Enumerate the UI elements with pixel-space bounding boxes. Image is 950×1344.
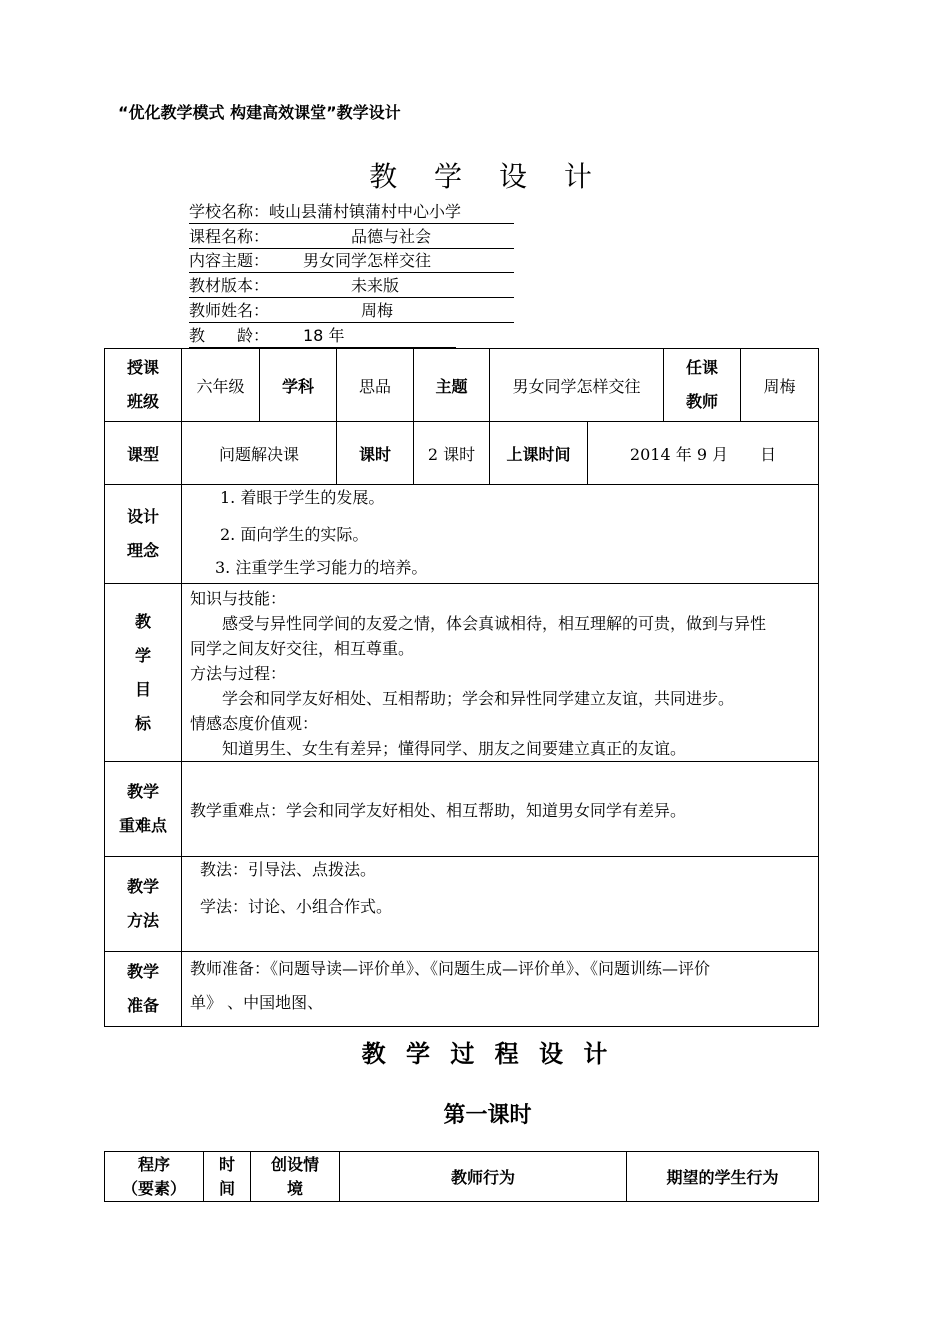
class-value: 六年级 — [182, 349, 260, 422]
goal-line: 知道男生、女生有差异；懂得同学、朋友之间要建立真正的友谊。 — [190, 739, 687, 758]
method-label: 教学 方法 — [105, 857, 182, 952]
school-label: 学校名称： — [189, 202, 270, 221]
class-label: 授课 班级 — [105, 349, 182, 422]
subject-value: 思品 — [337, 349, 414, 422]
goals-label: 教 学 目 标 — [105, 584, 182, 762]
concept-item: 1. 着眼于学生的发展。 — [220, 488, 385, 507]
theme-value: 男女同学怎样交往 — [490, 349, 664, 422]
type-value: 问题解决课 — [182, 422, 337, 485]
key-value: 教学重难点：学会和同学友好相处、相互帮助，知道男女同学有差异。 — [182, 762, 819, 857]
key-label: 教学 重难点 — [105, 762, 182, 857]
goal-line: 感受与异性同学间的友爱之情，体会真诚相待，相互理解的可贵，做到与异性 — [190, 614, 767, 633]
info-topic — [189, 250, 514, 273]
teacher-label: 教师姓名： — [189, 301, 270, 320]
prep-label: 教学 准备 — [105, 952, 182, 1027]
topic-value: 男女同学怎样交往 — [303, 251, 432, 270]
row-goals — [105, 584, 819, 762]
info-age — [189, 325, 456, 348]
method-item: 教法：引导法、点拨法。 — [200, 860, 377, 879]
info-edition — [189, 275, 514, 298]
age-label: 教 龄： — [189, 326, 270, 345]
concept-item: 3. 注重学生学习能力的培养。 — [215, 558, 428, 577]
row-key-points — [105, 762, 819, 857]
method-content — [182, 857, 819, 952]
row-methods — [105, 857, 819, 952]
time-value: 2014 年 9 月 日 — [588, 422, 819, 485]
goal-line: 学会和同学友好相处、互相帮助；学会和异性同学建立友谊，共同进步。 — [190, 689, 735, 708]
document-title: 教 学 设 计 — [369, 160, 606, 193]
topic-label: 内容主题： — [189, 251, 270, 270]
edition-label: 教材版本： — [189, 276, 270, 295]
time-label: 上课时间 — [490, 422, 588, 485]
age-value: 18 年 — [303, 326, 345, 345]
goal-line: 知识与技能： — [190, 589, 287, 608]
col-student-behavior: 期望的学生行为 — [627, 1152, 819, 1202]
goal-line: 方法与过程： — [190, 664, 287, 683]
type-label: 课型 — [105, 422, 182, 485]
lesson-title: 第一课时 — [443, 1103, 532, 1128]
row-concept — [105, 485, 819, 584]
hours-value: 2 课时 — [414, 422, 490, 485]
col-time: 时 间 — [204, 1152, 251, 1202]
subject-label: 学科 — [260, 349, 337, 422]
method-item: 学法：讨论、小组合作式。 — [200, 897, 393, 916]
row-class — [105, 349, 819, 422]
info-course — [189, 226, 514, 249]
course-label: 课程名称： — [189, 227, 270, 246]
concept-item: 2. 面向学生的实际。 — [220, 525, 369, 544]
info-school — [189, 201, 514, 224]
school-value: 岐山县蒲村镇蒲村中心小学 — [269, 202, 462, 221]
process-header-row — [105, 1152, 819, 1202]
goal-line: 情感态度价值观： — [190, 714, 319, 733]
col-procedure: 程序 （要素） — [105, 1152, 204, 1202]
concept-content — [182, 485, 819, 584]
course-value: 品德与社会 — [351, 227, 432, 246]
hours-label: 课时 — [337, 422, 414, 485]
concept-label: 设计 理念 — [105, 485, 182, 584]
process-table — [104, 1151, 819, 1202]
teacher-cell-value: 周梅 — [741, 349, 819, 422]
row-preparation — [105, 952, 819, 1027]
edition-value: 未来版 — [351, 276, 400, 295]
process-title: 教 学 过 程 设 计 — [361, 1040, 614, 1068]
prep-content — [182, 952, 819, 1027]
teacher-cell-label: 任课 教师 — [664, 349, 741, 422]
prep-line: 单》 、中国地图、 — [190, 993, 324, 1012]
design-table — [104, 348, 819, 1027]
prep-line: 教师准备：《问题导读—评价单》、《问题生成—评价单》、《问题训练—评价 — [190, 959, 711, 978]
goal-line: 同学之间友好交往，相互尊重。 — [190, 639, 415, 658]
col-scenario: 创设情 境 — [251, 1152, 340, 1202]
col-teacher-behavior: 教师行为 — [340, 1152, 627, 1202]
row-type — [105, 422, 819, 485]
header-line: “优化教学模式 构建高效课堂”教学设计 — [118, 103, 401, 122]
goals-content — [182, 584, 819, 762]
theme-label: 主题 — [414, 349, 490, 422]
teacher-value: 周梅 — [361, 301, 394, 320]
info-teacher — [189, 300, 514, 323]
